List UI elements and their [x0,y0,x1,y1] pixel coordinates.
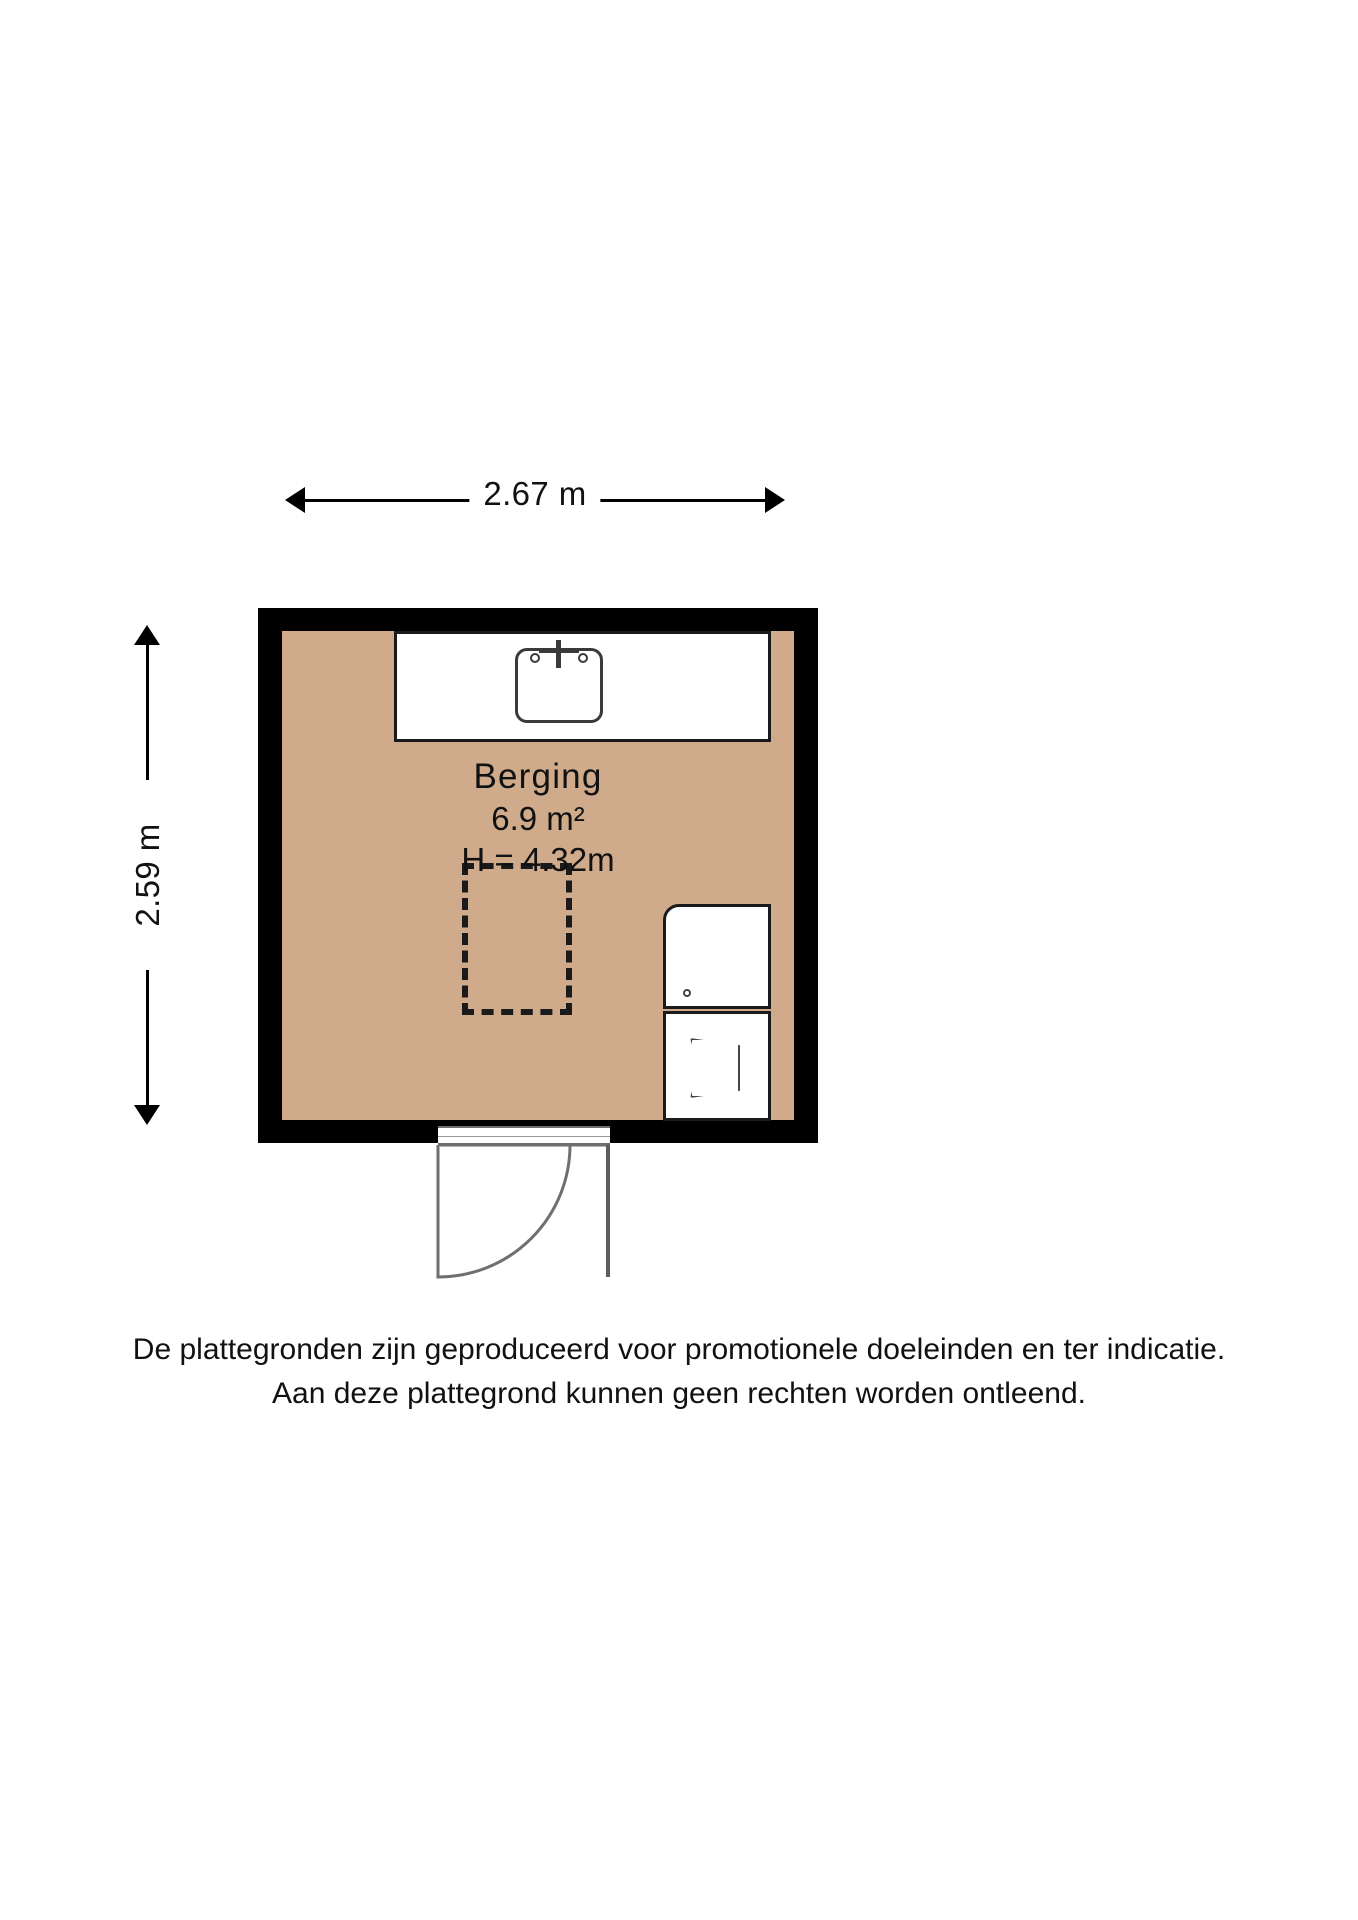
dimension-width-label: 2.67 m [469,472,600,516]
dimension-height-label: 2.59 m [126,780,170,970]
faucet-icon [556,640,561,668]
room-area: 6.9 m² [491,800,585,837]
door-swing-icon [430,1140,630,1300]
room-name: Berging [473,757,603,796]
disclaimer-line-1: De plattegronden zijn geproduceerd voor promotionele doeleinden en ter indicatie. [132,1333,1226,1366]
washing-machine-icon [663,904,771,1009]
washing-machine-dial-icon [683,989,691,997]
disclaimer [0,1328,1358,1416]
faucet-knob-left-icon [530,653,540,663]
dimension-height [125,625,169,1125]
arrow-right-icon [765,487,785,513]
boiler-door-icon [690,1038,740,1098]
boiler-unit-icon [663,1011,771,1121]
dimension-width [285,475,785,522]
disclaimer-line-2: Aan deze plattegrond kunnen geen rechten worden ontleend. [272,1377,1086,1410]
faucet-knob-right-icon [578,653,588,663]
room-height: H = 4.32m [461,841,615,878]
faucet-bar-icon [539,648,579,653]
floor-hatch-icon [462,863,572,1015]
arrow-down-icon [134,1105,160,1125]
